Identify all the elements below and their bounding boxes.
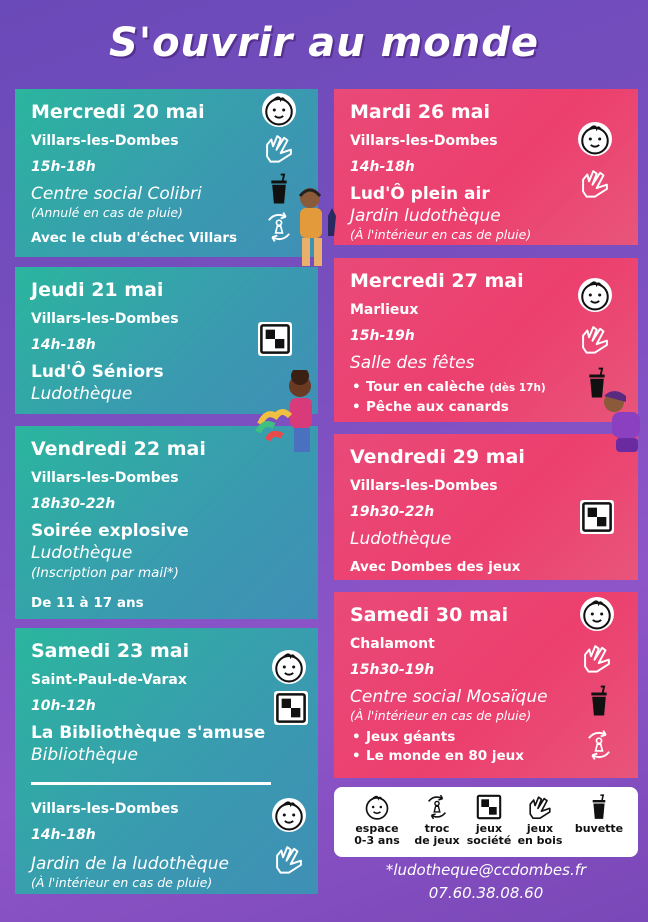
- event-time: 18h30-22h: [31, 496, 116, 512]
- drink-cup-icon: [582, 684, 616, 718]
- event-place: Ludothèque: [31, 384, 133, 404]
- event-extra: Avec le club d'échec Villars: [31, 230, 238, 246]
- legend-label: troc de jeux: [414, 822, 460, 847]
- legend-item-wood: [512, 793, 568, 847]
- wooden-hands-icon: [578, 322, 612, 356]
- icon-legend: [334, 787, 638, 857]
- baby-face-icon: [272, 798, 306, 832]
- event-town: Saint-Paul-de-Varax: [31, 672, 187, 688]
- event-note: (Annulé en cas de pluie): [31, 205, 183, 220]
- event-time: 15h30-19h: [350, 662, 435, 678]
- event-date: Vendredi 22 mai: [31, 438, 206, 460]
- list-item: • Pêche aux canards: [350, 398, 622, 417]
- event-title: Lud'Ô plein air: [350, 184, 490, 204]
- event-time: 14h-18h: [31, 337, 96, 353]
- event-extra: Avec Dombes des jeux: [350, 559, 521, 575]
- event-date: Samedi 30 mai: [350, 604, 509, 626]
- board-game-icon: [258, 322, 292, 356]
- swap-pieces-icon: [423, 793, 451, 821]
- event-time-2: 14h-18h: [31, 827, 96, 843]
- event-town: Villars-les-Dombes: [350, 478, 498, 494]
- event-date: Vendredi 29 mai: [350, 446, 525, 468]
- event-town: Villars-les-Dombes: [31, 133, 179, 149]
- board-game-icon: [580, 500, 614, 534]
- event-place: Salle des fêtes: [350, 353, 475, 373]
- event-town: Marlieux: [350, 302, 419, 318]
- wooden-hands-icon: [526, 793, 554, 821]
- legend-label: jeux en bois: [517, 822, 563, 847]
- card-divider: [31, 782, 271, 785]
- event-title: Lud'Ô Séniors: [31, 362, 164, 382]
- event-place: Centre social Colibri: [31, 184, 202, 204]
- drink-cup-icon: [262, 172, 296, 206]
- event-place: Bibliothèque: [31, 745, 138, 765]
- event-title: La Bibliothèque s'amuse: [31, 723, 266, 743]
- event-date: Mercredi 27 mai: [350, 270, 524, 292]
- legend-label: buvette: [574, 822, 624, 835]
- event-town: Chalamont: [350, 636, 435, 652]
- event-title: Soirée explosive: [31, 521, 189, 541]
- legend-item-board: [460, 793, 518, 847]
- event-date: Mardi 26 mai: [350, 101, 491, 123]
- board-game-icon: [274, 691, 308, 725]
- event-date: Samedi 23 mai: [31, 640, 190, 662]
- event-town: Villars-les-Dombes: [350, 133, 498, 149]
- event-time: 10h-12h: [31, 698, 96, 714]
- child-with-slinky-illustration: [254, 370, 326, 466]
- event-time: 19h30-22h: [350, 504, 435, 520]
- event-note: (À l'intérieur en cas de pluie): [350, 708, 532, 723]
- event-town: Villars-les-Dombes: [31, 311, 179, 327]
- legend-label: jeux société: [466, 822, 512, 847]
- legend-item-drink: [568, 793, 630, 835]
- event-town-2: Villars-les-Dombes: [31, 801, 179, 817]
- contact-phone[interactable]: 07.60.38.08.60: [428, 884, 544, 902]
- child-playing-illustration: [596, 388, 648, 458]
- event-time: 14h-18h: [350, 159, 415, 175]
- event-place-2: Jardin de la ludothèque: [31, 854, 229, 874]
- event-note-2: (À l'intérieur en cas de pluie): [31, 875, 213, 890]
- event-date: Jeudi 21 mai: [31, 279, 164, 301]
- swap-pieces-icon: [262, 210, 296, 244]
- event-date: Mercredi 20 mai: [31, 101, 205, 123]
- wooden-hands-icon: [262, 131, 296, 165]
- swap-pieces-icon: [582, 728, 616, 762]
- drink-cup-icon: [585, 793, 613, 821]
- list-item: • Jeux géants: [350, 728, 622, 747]
- legend-label: espace 0-3 ans: [354, 822, 400, 847]
- page-title: S'ouvrir au monde: [109, 20, 539, 66]
- event-time: 15h-19h: [350, 328, 415, 344]
- board-game-icon: [475, 793, 503, 821]
- child-with-headphones-illustration: [292, 186, 342, 276]
- event-place: Ludothèque: [350, 529, 452, 549]
- event-place: Jardin ludothèque: [350, 206, 501, 226]
- legend-item-baby: [342, 793, 412, 847]
- baby-face-icon: [578, 278, 612, 312]
- event-note: (Inscription par mail*): [31, 565, 179, 581]
- list-item: • Tour en calèche (dès 17h): [350, 378, 622, 398]
- event-place: Centre social Mosaïque: [350, 687, 548, 707]
- baby-face-icon: [580, 597, 614, 631]
- wooden-hands-icon: [272, 842, 306, 876]
- event-note: (À l'intérieur en cas de pluie): [350, 227, 532, 242]
- baby-face-icon: [363, 793, 391, 821]
- list-item: • Le monde en 80 jeux: [350, 747, 622, 766]
- contact-email[interactable]: *ludotheque@ccdombes.fr: [385, 861, 587, 879]
- event-place: Ludothèque: [31, 543, 133, 563]
- baby-face-icon: [262, 93, 296, 127]
- wooden-hands-icon: [580, 641, 614, 675]
- event-extra: De 11 à 17 ans: [31, 595, 144, 611]
- legend-item-swap: [408, 793, 466, 847]
- event-time: 15h-18h: [31, 159, 96, 175]
- baby-face-icon: [578, 122, 612, 156]
- baby-face-icon: [272, 650, 306, 684]
- event-town: Villars-les-Dombes: [31, 470, 179, 486]
- wooden-hands-icon: [578, 166, 612, 200]
